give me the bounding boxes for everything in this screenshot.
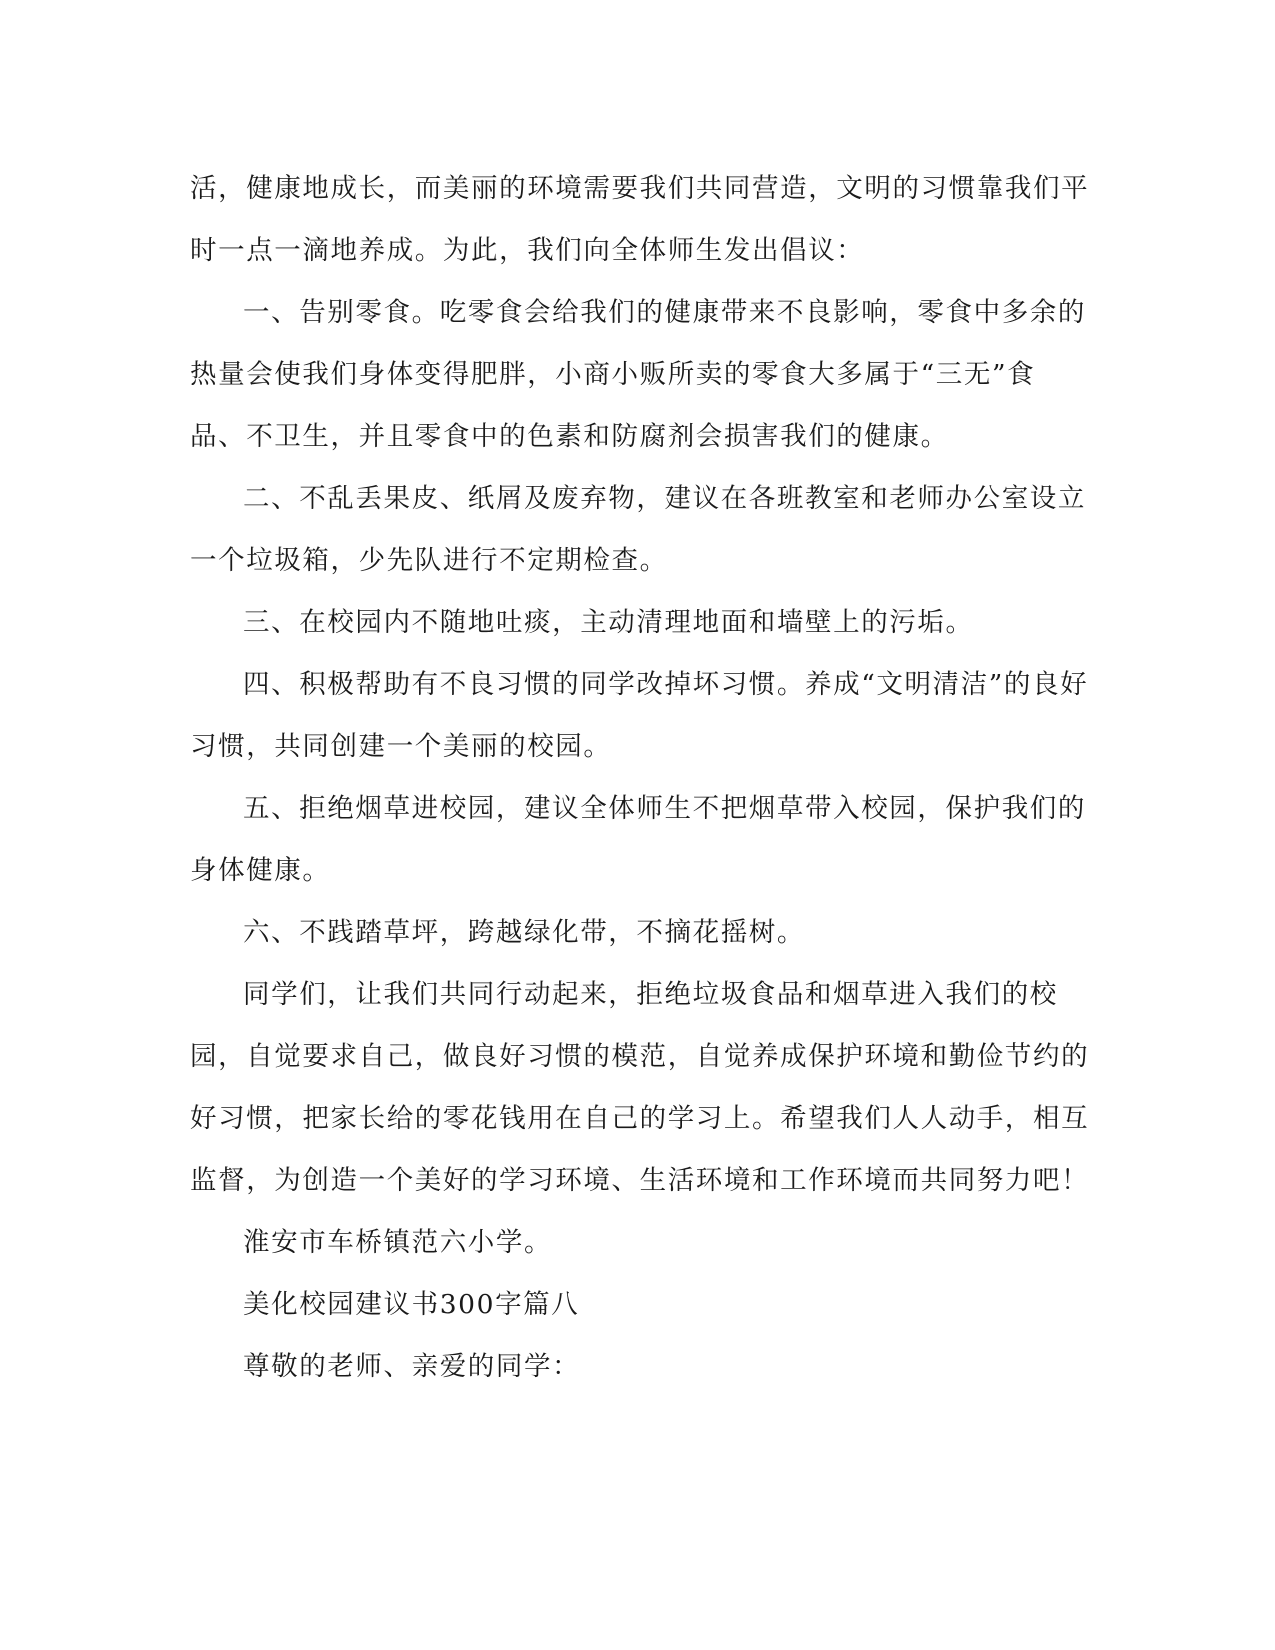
paragraph-item-5: 五、拒绝烟草进校园，建议全体师生不把烟草带入校园，保护我们的身体健康。 — [190, 793, 1086, 886]
paragraph-item-3: 三、在校园内不随地吐痰，主动清理地面和墙壁上的污垢。 — [243, 607, 974, 638]
document-body — [190, 158, 1090, 1398]
paragraph-item-1: 一、告别零食。吃零食会给我们的健康带来不良影响，零食中多余的热量会使我们身体变得肥胖，小商小贩所卖的零食大多属于“三无”食品、不卫生，并且零食中的色素和防腐剂会损害我们的健康。 — [190, 297, 1086, 452]
signature-school: 淮安市车桥镇范六小学。 — [243, 1227, 553, 1258]
paragraph-item-4: 四、积极帮助有不良习惯的同学改掉坏习惯。养成“文明清洁”的良好习惯，共同创建一个美丽的校园。 — [190, 669, 1089, 762]
salutation: 尊敬的老师、亲爱的同学： — [243, 1351, 581, 1382]
paragraph-item-2: 二、不乱丢果皮、纸屑及废弃物，建议在各班教室和老师办公室设立一个垃圾箱，少先队进行不定期检查。 — [190, 483, 1086, 576]
section-heading: 美化校园建议书300字篇八 — [243, 1289, 580, 1320]
paragraph-item-6: 六、不践踏草坪，跨越绿化带，不摘花摇树。 — [243, 917, 805, 948]
paragraph-appeal: 同学们，让我们共同行动起来，拒绝垃圾食品和烟草进入我们的校园，自觉要求自己，做良好习惯的模范，自觉养成保护环境和勤俭节约的好习惯，把家长给的零花钱用在自己的学习上。希望我们人人动手，相互监督，为创造一个美好的学习环境、生活环境和工作环境而共同努力吧！ — [190, 979, 1090, 1196]
paragraph-continuation: 活，健康地成长，而美丽的环境需要我们共同营造，文明的习惯靠我们平时一点一滴地养成。为此，我们向全体师生发出倡议： — [190, 173, 1090, 266]
